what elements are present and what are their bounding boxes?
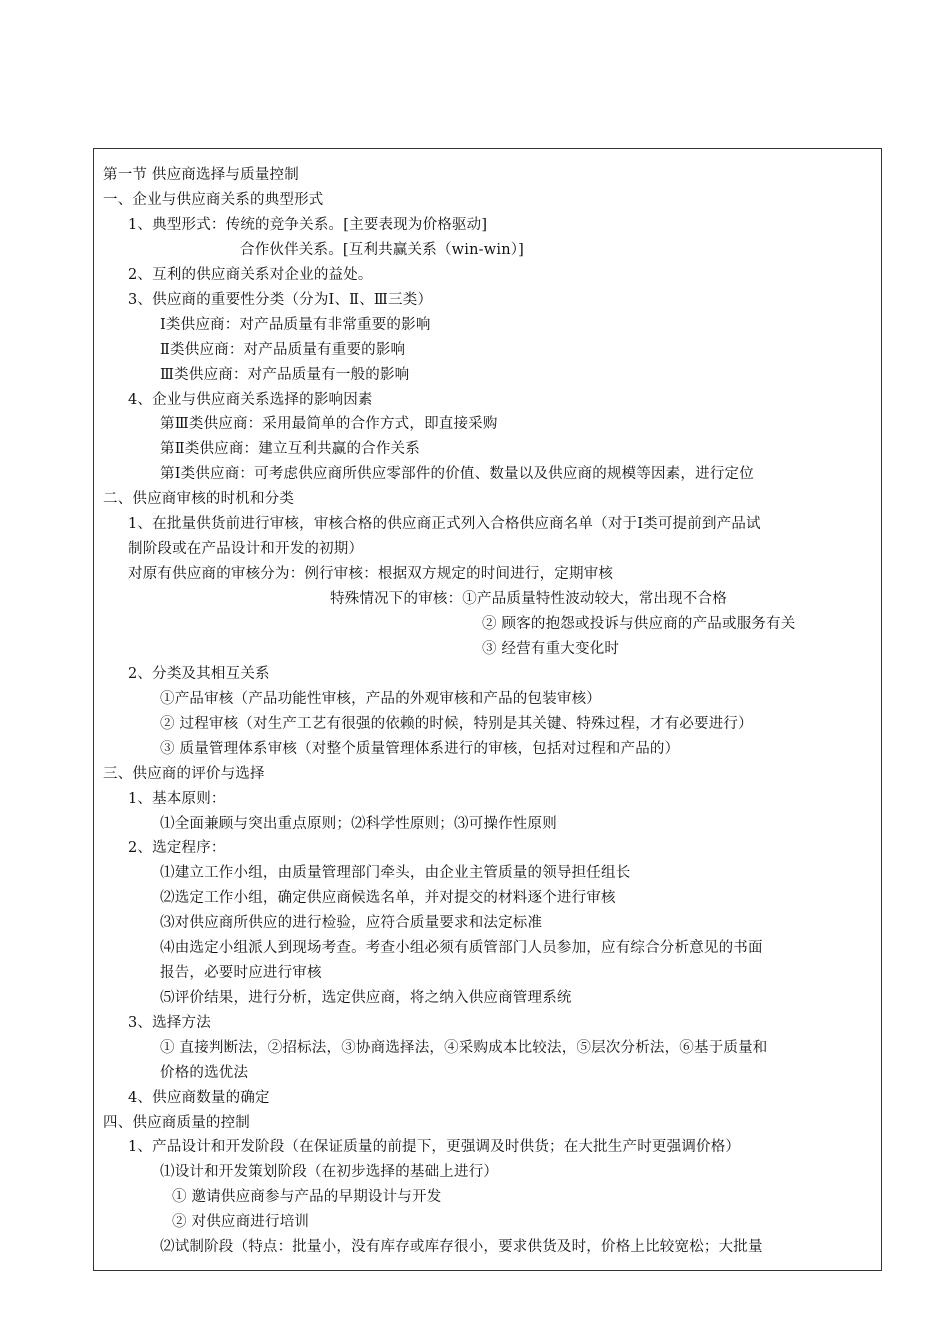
text-line: ① 邀请供应商参与产品的早期设计与开发 <box>172 1189 442 1205</box>
text-line: ⑶对供应商所供应的进行检验，应符合质量要求和法定标准 <box>160 915 543 931</box>
text-line: 1、产品设计和开发阶段（在保证质量的前提下，更强调及时供货；在大批生产时更强调价格） <box>128 1139 741 1155</box>
text-line: ⑵试制阶段（特点：批量小，没有库存或库存很小，要求供货及时，价格上比较宽松；大批量 <box>160 1239 763 1255</box>
text-line: 4、企业与供应商关系选择的影响因素 <box>128 392 373 408</box>
text-line: 3、选择方法 <box>128 1015 211 1031</box>
heading-1: 一、企业与供应商关系的典型形式 <box>103 192 324 208</box>
text-line: ⑴设计和开发策划阶段（在初步选择的基础上进行） <box>160 1164 499 1180</box>
text-line: 制阶段或在产品设计和开发的初期） <box>128 541 364 557</box>
text-line: ③ 经营有重大变化时 <box>482 641 620 657</box>
heading-3: 三、供应商的评价与选择 <box>103 766 265 782</box>
text-line: 1、基本原则： <box>128 791 226 807</box>
text-line: ⑴全面兼顾与突出重点原则；⑵科学性原则；⑶可操作性原则 <box>160 816 557 832</box>
text-line: ② 过程审核（对生产工艺有很强的依赖的时候，特别是其关键、特殊过程，才有必要进行） <box>160 716 753 732</box>
text-line: 3、供应商的重要性分类（分为Ⅰ、Ⅱ、Ⅲ三类） <box>128 292 433 308</box>
text-line: 对原有供应商的审核分为：例行审核：根据双方规定的时间进行，定期审核 <box>128 566 614 582</box>
text-line: 第Ⅱ类供应商：建立互利共赢的合作关系 <box>160 441 420 457</box>
text-line: Ⅱ类供应商：对产品质量有重要的影响 <box>160 342 406 358</box>
text-line: 1、在批量供货前进行审核，审核合格的供应商正式列入合格供应商名单（对于Ⅰ类可提前到产品试 <box>128 516 761 532</box>
text-line: Ⅲ类供应商：对产品质量有一般的影响 <box>160 367 410 383</box>
text-line: 2、选定程序： <box>128 840 226 856</box>
text-line: 2、互利的供应商关系对企业的益处。 <box>128 267 373 283</box>
text-line: 1、典型形式：传统的竞争关系。[主要表现为价格驱动] <box>128 217 488 233</box>
text-line: ①产品审核（产品功能性审核，产品的外观审核和产品的包装审核） <box>160 691 601 707</box>
text-line: 合作伙伴关系。[互利共赢关系（win-win）] <box>240 242 525 258</box>
text-line: ① 直接判断法，②招标法，③协商选择法，④采购成本比较法，⑤层次分析法，⑥基于质量和 <box>160 1040 768 1056</box>
text-line: 4、供应商数量的确定 <box>128 1090 270 1106</box>
text-line: 第Ⅲ类供应商：采用最简单的合作方式，即直接采购 <box>160 416 498 432</box>
text-line: ⑵选定工作小组，确定供应商候选名单，并对提交的材料逐个进行审核 <box>160 890 616 906</box>
text-line: 2、分类及其相互关系 <box>128 666 270 682</box>
text-line: ② 对供应商进行培训 <box>172 1214 310 1230</box>
text-line: 特殊情况下的审核：①产品质量特性波动较大，常出现不合格 <box>330 591 727 607</box>
text-line: 第Ⅰ类供应商：可考虑供应商所供应零部件的价值、数量以及供应商的规模等因素，进行定位 <box>160 466 754 482</box>
text-line: ② 顾客的抱怨或投诉与供应商的产品或服务有关 <box>482 616 796 632</box>
text-line: ③ 质量管理体系审核（对整个质量管理体系进行的审核，包括对过程和产品的） <box>160 741 680 757</box>
text-line: ⑴建立工作小组，由质量管理部门牵头，由企业主管质量的领导担任组长 <box>160 865 631 881</box>
text-line: 报告，必要时应进行审核 <box>160 965 322 981</box>
text-line: Ⅰ类供应商：对产品质量有非常重要的影响 <box>160 317 431 333</box>
text-line: ⑸评价结果，进行分析，选定供应商，将之纳入供应商管理系统 <box>160 990 572 1006</box>
text-line: 价格的选优法 <box>160 1065 249 1081</box>
heading-4: 四、供应商质量的控制 <box>103 1115 250 1131</box>
heading-2: 二、供应商审核的时机和分类 <box>103 491 295 507</box>
section-title: 第一节 供应商选择与质量控制 <box>103 167 299 183</box>
text-line: ⑷由选定小组派人到现场考查。考查小组必须有质管部门人员参加，应有综合分析意见的书面 <box>160 940 763 956</box>
